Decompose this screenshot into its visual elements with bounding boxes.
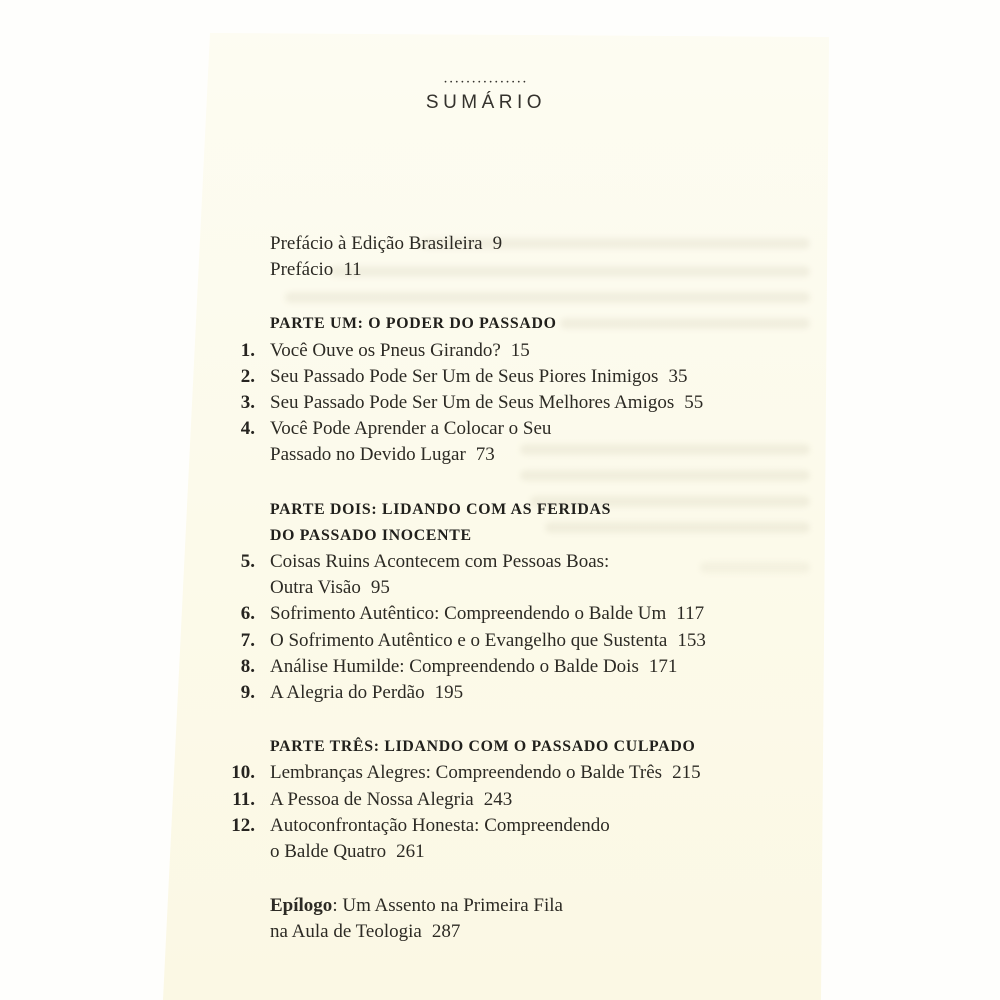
- toc-entry: [228, 787, 832, 813]
- toc-entry-title: O Sofrimento Autêntico e o Evangelho que Sustenta: [270, 629, 668, 651]
- toc-entry-page-number: 287: [431, 921, 461, 943]
- toc-entry-title: A Alegria do Perdão: [270, 682, 425, 704]
- toc-entry: [228, 257, 832, 283]
- toc-entry: [228, 231, 832, 257]
- section-spacer: [228, 469, 832, 497]
- section-heading-part2-line1: PARTE DOIS: LIDANDO COM AS FERIDAS: [270, 500, 612, 518]
- toc-entry-continuation: [228, 919, 832, 945]
- toc-entry: [228, 680, 832, 706]
- section-heading-part3: PARTE TRÊS: LIDANDO COM O PASSADO CULPADO: [270, 738, 696, 756]
- page-title: SUMÁRIO: [425, 92, 547, 113]
- toc-entry-title: Autoconfrontação Honesta: Compreendendo: [270, 814, 610, 836]
- chapter-number: 5.: [240, 551, 255, 573]
- toc-entry: [228, 601, 832, 627]
- toc-entry-page-number: 15: [510, 339, 530, 361]
- chapter-number: 11.: [232, 788, 255, 810]
- toc-entry-title: [270, 895, 563, 916]
- toc-entry: [228, 364, 832, 390]
- toc-entry: [228, 549, 832, 575]
- toc-entry: [228, 390, 832, 416]
- toc-entry-page-number: 117: [676, 603, 705, 625]
- toc-entry-page-number: 153: [677, 629, 706, 651]
- toc-entry: [228, 760, 832, 786]
- toc-entry-title: Passado no Devido Lugar: [270, 444, 466, 466]
- toc-entry-page-number: 243: [483, 788, 513, 810]
- toc-entry-title: Você Pode Aprender a Colocar o Seu: [270, 418, 552, 440]
- toc-entry-title: Outra Visão: [270, 577, 361, 599]
- toc-entry-continuation: [228, 575, 832, 601]
- chapter-number: 9.: [240, 682, 255, 704]
- toc-entry-title: Análise Humilde: Compreendendo o Balde Dois: [270, 655, 639, 677]
- section-spacer: [228, 283, 832, 311]
- toc-entry-page-number: 9: [492, 233, 503, 254]
- toc-entry: [228, 654, 832, 680]
- toc-entry-title: Seu Passado Pode Ser Um de Seus Piores Inimigos: [270, 365, 659, 387]
- toc-entry-title: Prefácio à Edição Brasileira: [270, 233, 483, 254]
- chapter-number: 10.: [231, 762, 255, 784]
- dotted-ornament-icon: •••••••••••••••: [443, 79, 529, 86]
- toc-entry-page-number: 95: [370, 577, 390, 599]
- toc-entry: [228, 338, 832, 364]
- toc-entry-continuation: [228, 839, 832, 865]
- toc-entry-title: A Pessoa de Nossa Alegria: [270, 788, 474, 810]
- toc-entry-title: Prefácio: [270, 259, 334, 281]
- toc-entry-page-number: 171: [648, 655, 678, 677]
- page-header: [381, 79, 591, 114]
- toc-entry-title: Coisas Ruins Acontecem com Pessoas Boas:: [270, 551, 610, 573]
- toc-entry-page-number: 73: [475, 444, 495, 466]
- toc-entry-page-number: 195: [434, 682, 464, 704]
- toc-entry-title: Lembranças Alegres: Compreendendo o Balde Três: [270, 762, 663, 784]
- chapter-number: 4.: [240, 418, 255, 440]
- toc-entry-title: Sofrimento Autêntico: Compreendendo o Balde Um: [270, 603, 667, 625]
- epilogue-title-rest: : Um Assento na Primeira Fila: [332, 895, 563, 917]
- toc-entry-title: Você Ouve os Pneus Girando?: [270, 339, 501, 361]
- chapter-number: 12.: [231, 814, 255, 836]
- toc-entry-page-number: 215: [672, 762, 701, 784]
- section-spacer: [228, 865, 832, 893]
- toc-entry-title: na Aula de Teologia: [270, 921, 422, 943]
- toc-entry-continuation: [228, 442, 832, 468]
- chapter-number: 2.: [240, 365, 255, 387]
- toc-entry-page-number: 11: [343, 259, 362, 281]
- chapter-number: 8.: [240, 655, 255, 677]
- chapter-number: 6.: [240, 603, 255, 625]
- chapter-number: 1.: [240, 339, 255, 361]
- chapter-number: 3.: [240, 392, 255, 414]
- chapter-number: 7.: [240, 629, 255, 651]
- section-heading-part2-line2: DO PASSADO INOCENTE: [270, 526, 472, 544]
- toc-entry-page-number: 55: [684, 392, 704, 414]
- section-heading-part1: PARTE UM: O PODER DO PASSADO: [270, 315, 557, 333]
- toc-entry: [228, 416, 832, 442]
- toc-entry-title: Seu Passado Pode Ser Um de Seus Melhores Amigos: [270, 392, 675, 414]
- epilogue-label: Epílogo: [270, 895, 333, 917]
- toc-entry: [228, 628, 832, 654]
- toc-entry-page-number: 261: [396, 841, 425, 863]
- table-of-contents: [228, 231, 832, 946]
- toc-entry-page-number: 35: [668, 365, 688, 387]
- toc-entry-epilogue: [228, 893, 832, 919]
- toc-entry: [228, 813, 832, 839]
- toc-entry-title: o Balde Quatro: [270, 841, 387, 863]
- section-spacer: [228, 706, 832, 734]
